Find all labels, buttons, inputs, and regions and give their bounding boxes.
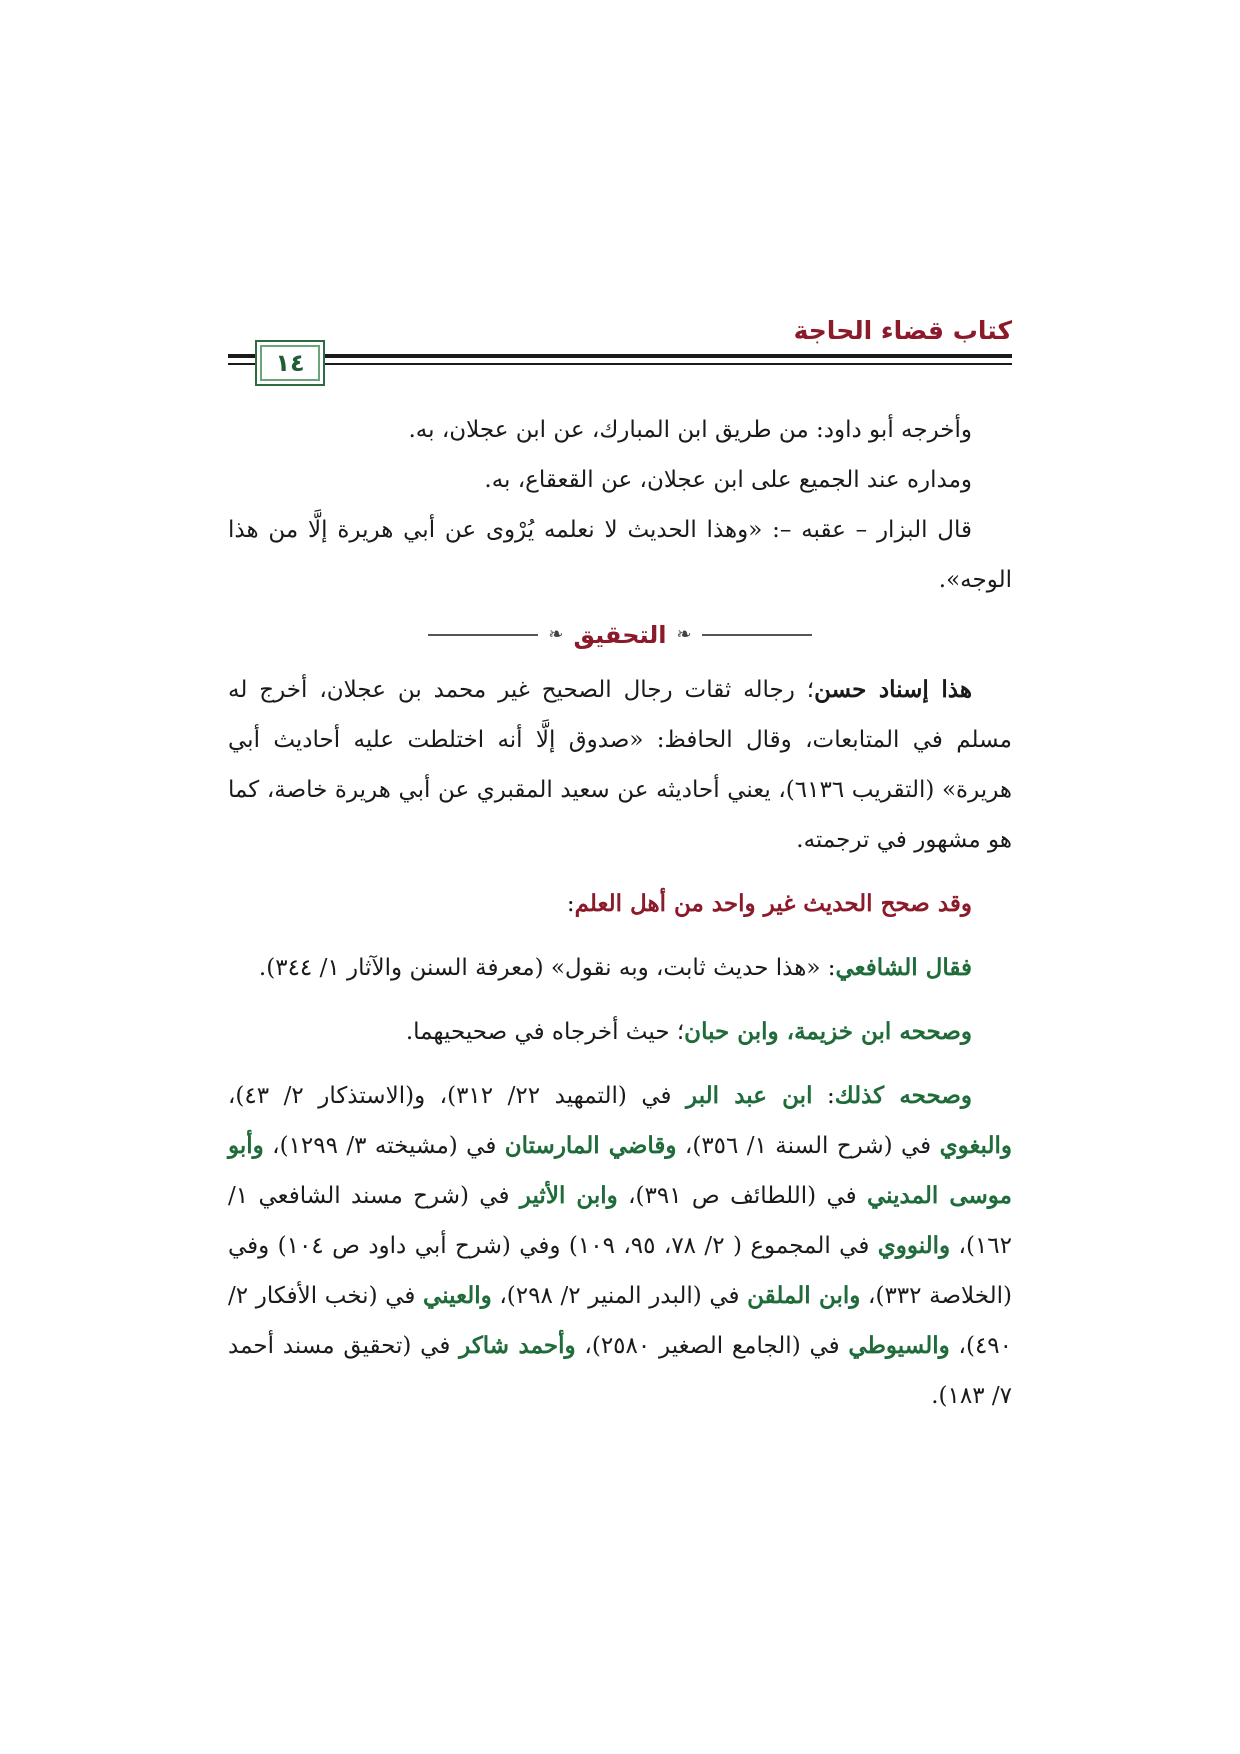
paragraph-text: في (التمهيد ٢٢/ ٣١٢)، و(الاستذكار ٢/ ٤٣)، [228,1083,686,1109]
text-line: قال البزار – عقبه –: «وهذا الحديث لا نعلمه يُرْوى عن أبي هريرة إلَّا من هذا الوجه». [228,517,1012,593]
paragraph-text: في (نخب الأفكار ٢/ ٤٩٠)، [228,1283,1012,1359]
scholar-name: وابن الأثير [519,1182,618,1209]
section-divider [228,605,1012,665]
paragraph-text: : [566,891,575,917]
page-content [228,405,1012,1421]
paragraph-text: : «هذا حديث ثابت، وبه نقول» (معرفة السنن والآثار ١/ ٣٤٤). [258,955,836,981]
paragraph-text: في (اللطائف ص ٣٩١)، [617,1183,867,1209]
paragraph-scholars [228,1071,1012,1421]
header-rule-thin [228,363,1012,365]
paragraph-isnad [228,665,1012,865]
scholar-name: والسيوطي [848,1332,950,1359]
paragraph-text: في (شرح السنة ١/ ٣٥٦)، [676,1133,940,1159]
ornament-icon: ❧ [548,624,564,645]
paragraph-text: في (مشيخته ٣/ ١٢٩٩)، [263,1133,505,1159]
header-rule-thick [228,354,1012,358]
divider-line [702,634,812,636]
ornament-icon: ❧ [676,624,692,645]
divider-line [428,634,538,636]
scholar-name: وأحمد شاكر [459,1332,576,1359]
text-line: وأخرجه أبو داود: من طريق ابن المبارك، عن ابن عجلان، به. [408,417,972,443]
paragraph-heading [228,879,1012,929]
paragraph-shafii [228,943,1012,993]
paragraph-text: ؛ حيث أخرجاه في صحيحيهما. [405,1019,685,1045]
book-title: كتاب قضاء الحاجة [793,316,1012,345]
page-number-badge: ١٤ [255,340,325,386]
scholar-name: وابن الملقن [747,1282,861,1309]
subheading: وقد صحح الحديث غير واحد من أهل العلم [574,890,972,917]
scholar-name: وصححه كذلك [834,1082,972,1109]
scholar-name: والنووي [877,1232,951,1259]
scholar-name: وأبو موسى المديني [228,1132,1012,1209]
scholar-name: وقاضي المارستان [504,1132,677,1159]
paragraph-text: في المجموع ( ٢/ ٧٨، ٩٥، ١٠٩) وفي (شرح أبي داود ص ١٠٤) وفي (الخلاصة ٣٣٢)، [228,1233,1012,1309]
text-line: ومداره عند الجميع على ابن عجلان، عن القعقاع، به. [484,467,972,493]
paragraph-text: في (شرح مسند الشافعي ١/ ١٦٢)، [228,1183,1013,1259]
paragraph-text: ؛ رجاله ثقات رجال الصحيح غير محمد بن عجلان، أخرج له مسلم في المتابعات، وقال الحافظ: «صدوق إلَّا أنه اختلطت عليه أحاديث أبي هريرة» (التقريب ٦١٣٦)، يعني أحاديثه عن سعيد المقبري عن أبي هريرة خاصة، كما هو مشهور في ترجمته. [228,677,1013,853]
paragraph-text: في (الجامع الصغير ٢٥٨٠)، [575,1333,849,1359]
scholar-name: فقال الشافعي [835,954,972,981]
scholar-name: وصححه ابن خزيمة، وابن حبان [684,1018,972,1045]
paragraph-text: في (تحقيق مسند أحمد ٧/ ١٨٣). [228,1333,1012,1409]
paragraph-text: : [812,1083,835,1109]
scholar-name: والعيني [423,1282,492,1309]
section-title: التحقيق [573,621,667,649]
page-header [228,316,1012,386]
isnad-verdict: هذا إسناد حسن [814,676,972,703]
paragraph-text: في (البدر المنير ٢/ ٢٩٨)، [491,1283,748,1309]
paragraph-khuzayma [228,1007,1012,1057]
scholar-name: ابن عبد البر [686,1082,813,1109]
scholar-name: والبغوي [939,1132,1012,1159]
